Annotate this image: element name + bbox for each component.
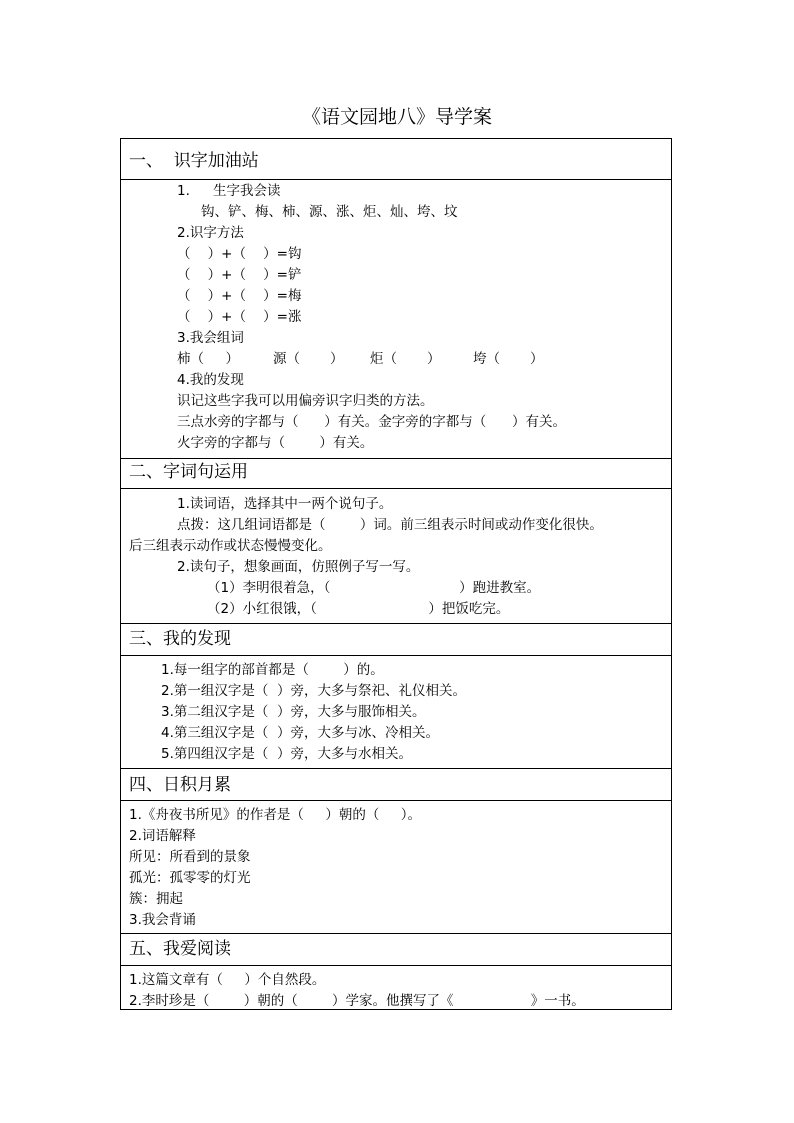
sentence-blank: （1）李明很着急，（ ）跑进教室。: [207, 580, 541, 596]
section-heading-words: 二、字词句运用: [129, 462, 248, 482]
text-line: 三点水旁的字都与（ ）有关。金字旁的字都与（ ）有关。: [177, 414, 566, 430]
page-title: 《语文园地八》导学案: [301, 106, 492, 128]
list-item: 5.第四组汉字是（ ）旁，大多与水相关。: [161, 746, 412, 762]
divider: [121, 623, 671, 624]
text-line: 1.《舟夜书所见》的作者是（ ）朝的（ ）。: [129, 807, 422, 823]
formula-line: （ ）+（ ）=铲: [177, 267, 302, 283]
divider: [121, 768, 671, 769]
item-label: 3.我会组词: [177, 330, 244, 346]
divider: [121, 965, 671, 966]
divider: [121, 800, 671, 801]
item-label: 2.识字方法: [177, 225, 244, 241]
section-heading-literacy: 一、 识字加油站: [129, 151, 259, 171]
text-line: 2.词语解释: [129, 828, 196, 844]
list-item: 1.每一组字的部首都是（ ）的。: [161, 662, 384, 678]
text-line: 2.李时珍是（ ）朝的（ ）学家。他撰写了《 》一书。: [129, 993, 585, 1009]
formula-line: （ ）+（ ）=涨: [177, 309, 302, 325]
sentence-blank: （2）小红很饿，（ ）把饭吃完。: [207, 601, 510, 617]
list-item: 2.第一组汉字是（ ）旁，大多与祭祀、礼仪相关。: [161, 683, 466, 699]
text-line: 1.这篇文章有（ ）个自然段。: [129, 972, 326, 988]
formula-line: （ ）+（ ）=钩: [177, 246, 302, 262]
new-characters: 钩、铲、梅、柿、源、涨、炬、灿、垮、坟: [201, 204, 458, 220]
word-blank: 柿（ ）: [177, 351, 239, 367]
text-line: 2.读句子，想象画面，仿照例子写一写。: [177, 559, 420, 575]
word-blank: 炬（ ）: [370, 351, 441, 367]
word-blank: 源（ ）: [273, 351, 344, 367]
item-label: 生字我会读: [213, 183, 281, 199]
divider: [121, 488, 671, 489]
text-line: 识记这些字我可以用偏旁识字归类的方法。: [177, 393, 434, 409]
text-line: 火字旁的字都与（ ）有关。: [177, 435, 374, 451]
section-heading-reading: 五、我爱阅读: [129, 939, 231, 959]
text-line: 所见：所看到的景象: [129, 849, 251, 865]
text-line: 点拨：这几组词语都是（ ）词。前三组表示时间或动作变化很快。: [177, 517, 603, 533]
divider: [121, 179, 671, 180]
item-label: 4.我的发现: [177, 372, 244, 388]
divider: [121, 933, 671, 934]
text-line: 3.我会背诵: [129, 912, 196, 928]
word-blank: 垮（ ）: [473, 351, 544, 367]
list-item: 3.第二组汉字是（ ）旁，大多与服饰相关。: [161, 704, 426, 720]
text-line: 簇：拥起: [129, 891, 183, 907]
section-heading-discovery: 三、我的发现: [129, 629, 231, 649]
text-line: 孤光：孤零零的灯光: [129, 870, 251, 886]
worksheet-table: [120, 138, 672, 1010]
divider: [121, 458, 671, 459]
text-line: 1.读词语，选择其中一两个说句子。: [177, 496, 393, 512]
item-number: 1.: [177, 183, 190, 199]
list-item: 4.第三组汉字是（ ）旁，大多与冰、冷相关。: [161, 725, 439, 741]
divider: [121, 655, 671, 656]
text-line: 后三组表示动作或状态慢慢变化。: [129, 538, 332, 554]
section-heading-accumulation: 四、日积月累: [129, 775, 231, 795]
formula-line: （ ）+（ ）=梅: [177, 288, 302, 304]
